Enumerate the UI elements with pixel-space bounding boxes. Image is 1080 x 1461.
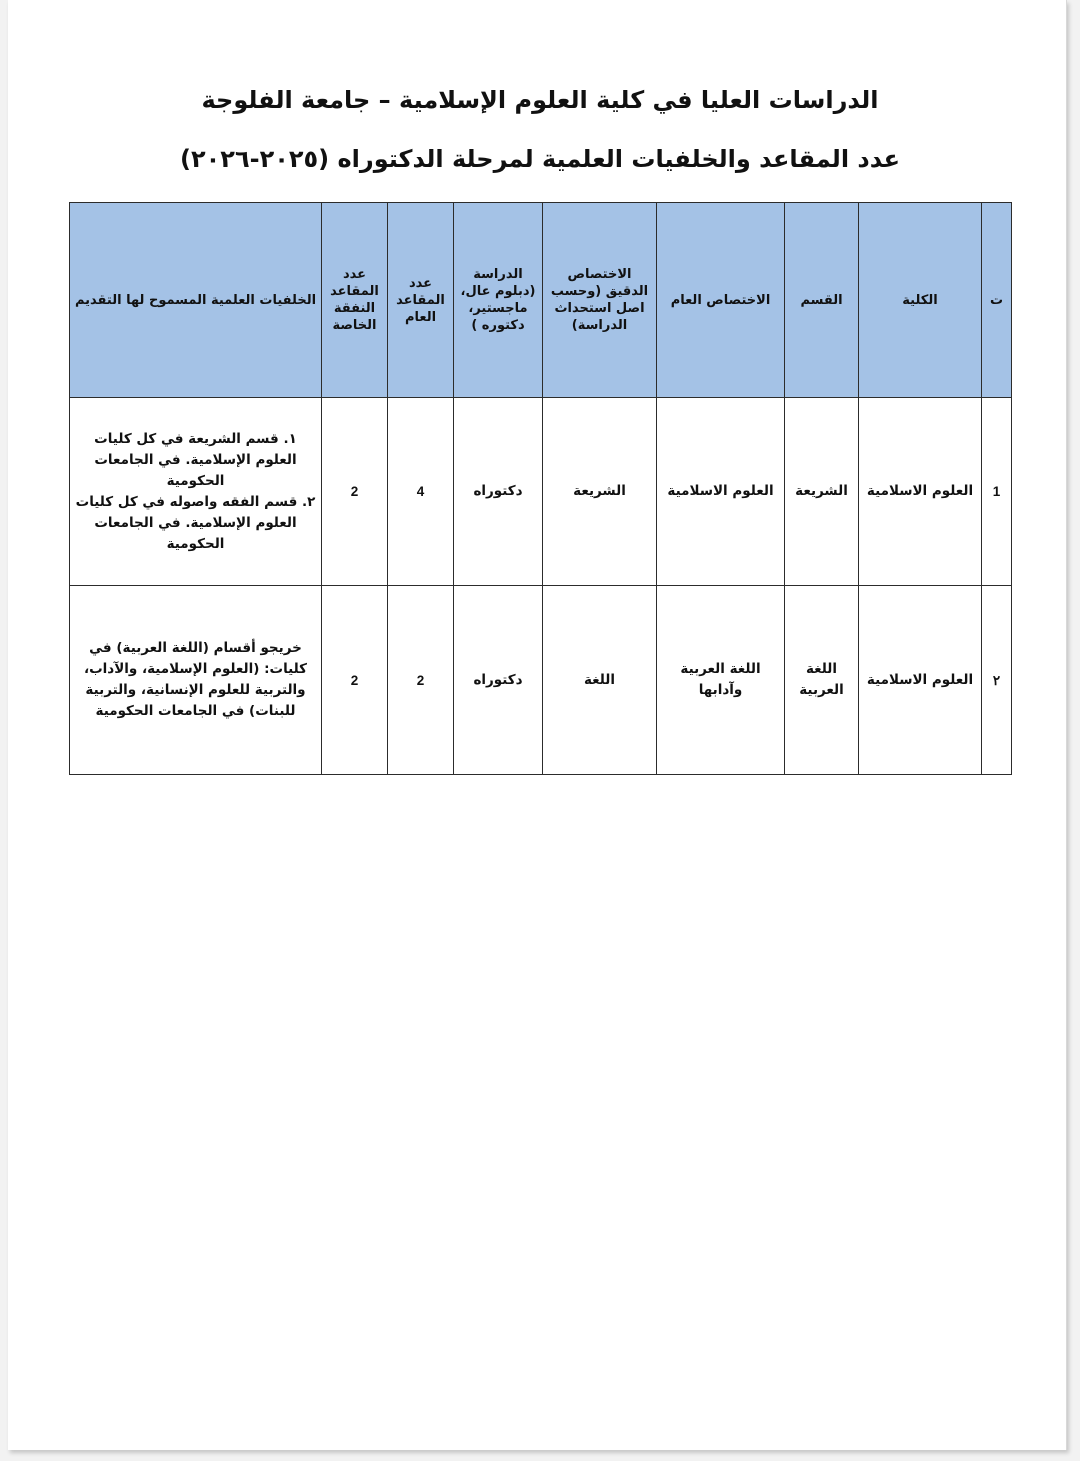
header-precise-specialization: الاختصاص الدقيق (وحسب اصل استحداث الدراسة) <box>543 203 657 398</box>
cell-college: العلوم الاسلامية <box>859 398 982 586</box>
cell-general-seats: 2 <box>388 586 454 775</box>
table-header-row <box>70 203 1012 398</box>
table-row <box>70 398 1012 586</box>
header-college: الكلية <box>859 203 982 398</box>
cell-precise-specialization: اللغة <box>543 586 657 775</box>
header-index: ت <box>982 203 1012 398</box>
header-private-seats: عدد المقاعد النفقة الخاصة <box>322 203 388 398</box>
header-general-seats: عدد المقاعد العام <box>388 203 454 398</box>
cell-department: الشريعة <box>785 398 859 586</box>
table-row <box>70 586 1012 775</box>
cell-general-specialization: العلوم الاسلامية <box>657 398 785 586</box>
cell-general-seats: 4 <box>388 398 454 586</box>
cell-private-seats: 2 <box>322 398 388 586</box>
cell-backgrounds: خريجو أقسام (اللغة العربية) في كليات: (العلوم الإسلامية، والآداب، والتربية للعلوم الإنسانية، والتربية للبنات) في الجامعات الحكومية <box>70 586 322 775</box>
cell-department: اللغة العربية <box>785 586 859 775</box>
header-department: القسم <box>785 203 859 398</box>
header-backgrounds: الخلفيات العلمية المسموح لها التقديم <box>70 203 322 398</box>
cell-college: العلوم الاسلامية <box>859 586 982 775</box>
header-general-specialization: الاختصاص العام <box>657 203 785 398</box>
cell-backgrounds: ١. قسم الشريعة في كل كليات العلوم الإسلامية. في الجامعات الحكومية ٢. قسم الفقه واصوله في كل كليات العلوم الإسلامية. في الجامعات الحكومية <box>70 398 322 586</box>
header-study-type: الدراسة (دبلوم عال، ماجستير، دكتوره ) <box>454 203 543 398</box>
cell-precise-specialization: الشريعة <box>543 398 657 586</box>
cell-index: ٢ <box>982 586 1012 775</box>
cell-index: 1 <box>982 398 1012 586</box>
cell-study-type: دكتوراه <box>454 586 543 775</box>
document-title: الدراسات العليا في كلية العلوم الإسلامية – جامعة الفلوجة <box>201 86 879 114</box>
cell-general-specialization: اللغة العربية وآدابها <box>657 586 785 775</box>
cell-private-seats: 2 <box>322 586 388 775</box>
cell-study-type: دكتوراه <box>454 398 543 586</box>
document-subtitle: عدد المقاعد والخلفيات العلمية لمرحلة الدكتوراه (٢٠٢٥-٢٠٢٦) <box>180 145 900 173</box>
seats-table <box>69 202 1012 775</box>
